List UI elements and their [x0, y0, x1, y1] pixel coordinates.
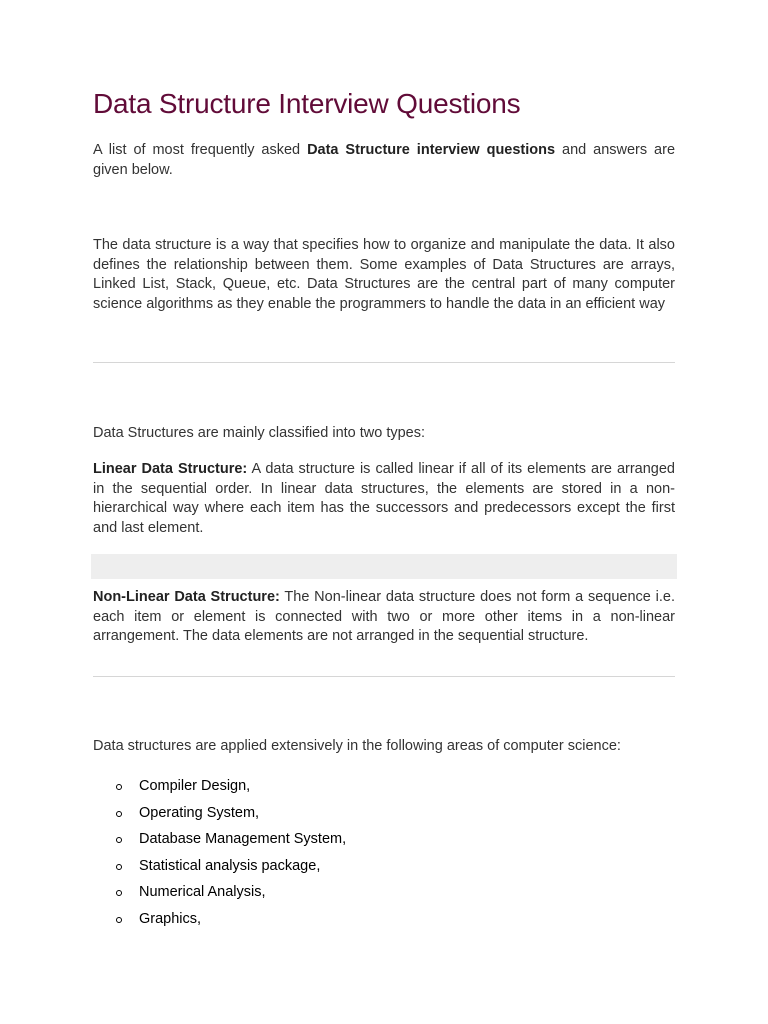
shaded-bar	[91, 554, 677, 579]
list-item	[93, 828, 346, 855]
page-title: Data Structure Interview Questions	[93, 88, 521, 119]
intro-text-end: and answers are given below.	[93, 142, 676, 178]
list-item	[93, 802, 346, 829]
section-divider	[93, 676, 675, 677]
intro-text-start: A list of most frequently asked	[93, 142, 308, 158]
list-item-label: Graphics,	[139, 910, 202, 927]
circle-bullet-icon	[116, 890, 122, 896]
nonlinear-description: The Non-linear data structure does not form a sequence i.e. each item or element is connected with two or more other items in a non-linear arrangement. The data elements are not arranged in the sequential structure.	[93, 589, 676, 645]
intro-paragraph	[93, 141, 675, 180]
list-item	[93, 855, 346, 882]
list-item-label: Compiler Design,	[139, 778, 251, 794]
linear-term: Linear Data Structure:	[93, 461, 248, 477]
list-item	[93, 881, 346, 908]
circle-bullet-icon	[116, 837, 122, 843]
applications-lead: Data structures are applied extensively in the following areas of computer science:	[93, 738, 621, 754]
applications-list	[93, 775, 346, 935]
circle-bullet-icon	[116, 917, 122, 923]
list-item-label: Numerical Analysis,	[139, 884, 266, 901]
intro-text-bold: Data Structure interview questions	[307, 142, 556, 158]
nonlinear-paragraph	[93, 588, 675, 647]
nonlinear-term: Non-Linear Data Structure:	[93, 589, 280, 605]
list-item-label: Operating System,	[139, 804, 260, 821]
list-item	[93, 775, 346, 802]
section-divider	[93, 362, 675, 363]
list-item-label: Statistical analysis package,	[139, 857, 321, 874]
linear-description: A data structure is called linear if all of its elements are arranged in the sequential order. In linear data structures, the elements are stored in a non-hierarchical way where each item has the successors and predecessors except the first and last element.	[93, 461, 676, 536]
list-item-label: Database Management System,	[139, 831, 347, 848]
circle-bullet-icon	[116, 864, 122, 870]
definition-paragraph: The data structure is a way that specifies how to organize and manipulate the data. It also defines the relationship between them. Some examples of Data Structures are arrays, Linked List, Stack, Queue, etc. Data Structures are the central part of many computer science algorithms as they enable the programmers to handle the data in an efficient way	[93, 237, 675, 312]
linear-paragraph	[93, 460, 675, 538]
classification-lead: Data Structures are mainly classified into two types:	[93, 425, 426, 441]
circle-bullet-icon	[116, 811, 122, 817]
circle-bullet-icon	[116, 784, 122, 790]
list-item	[93, 908, 346, 935]
